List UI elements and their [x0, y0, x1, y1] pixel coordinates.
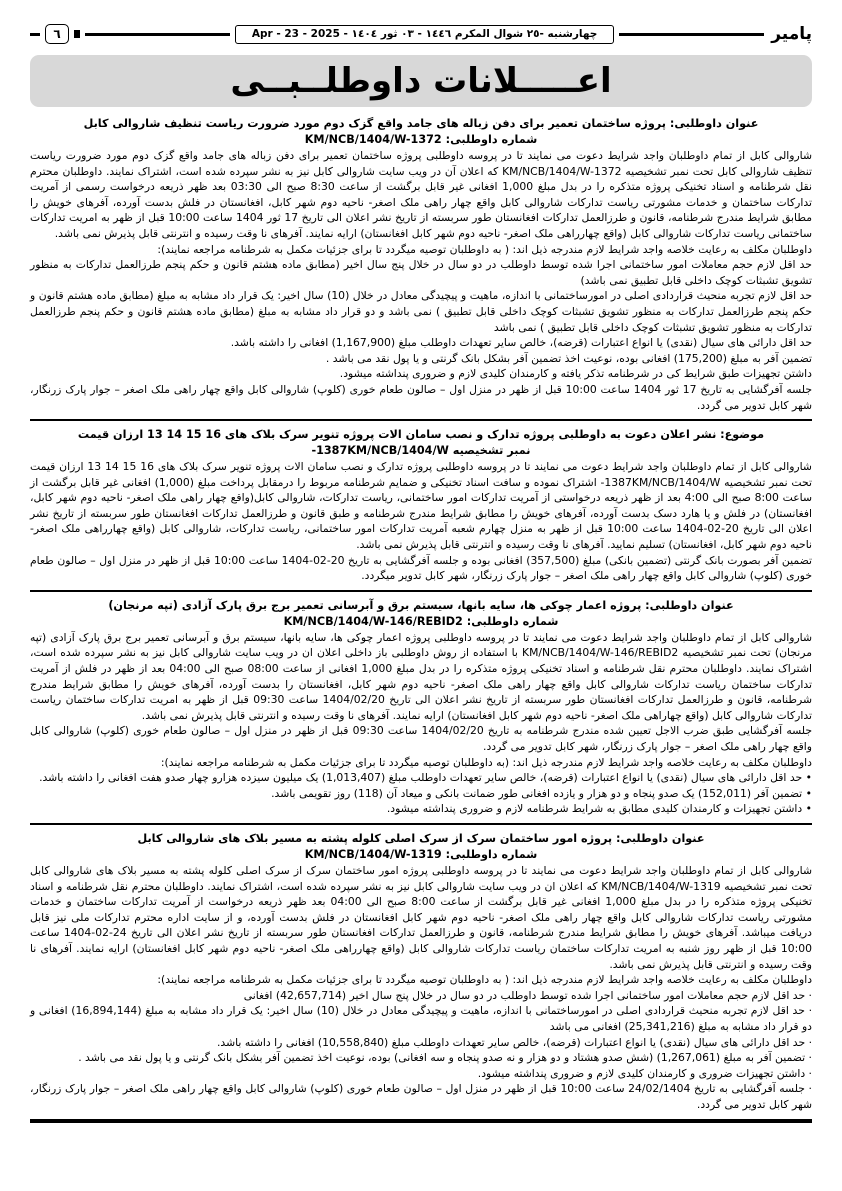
- tender-bullet: · تضمین آفر به مبلغ (1,267,061) (شش صدو هشتاد و دو هزار و نه صدو پنجاه و سه افغانی) بوده، نوعیت اخذ تضمین آفر بشکل بانک گرنتی و یا پول نقد می باشد .: [78, 1051, 812, 1065]
- page-number-notch: [74, 30, 80, 38]
- tender-bullet: • تضمین آفر (152,011) یک صدو پنجاه و دو هزار و یازده افغانی طور ضمانت بانکی و میعاد آن (118) روز تقویمی باشد.: [271, 786, 812, 800]
- header-rule-right: [619, 33, 764, 36]
- tender-paragraph: شاروالی کابل از تمام داوطلبان واجد شرایط دعوت می نمایند تا در پروسه داوطلبی پروژه اعمار چوکی ها، سایه بانها، سیستم برق و آبرسانی تعمیر برج برق پارک آزادی (تپه مرنجان) تحت نمبر تشخیصیه ⁦KM/NCB/1404/W-146/REBID2⁩ با استفاده از روش داوطلبی باز داخلی اعلان ان در ویب سایت شاروالی کابل نیز به نشر سپرده شده است، اشتراک نمایند. داوطلبان محترم نقل شرطنامه و اسناد تخنیکی پروژه متذکره را در بدل مبلغ 1,000 افغانی از ساعت 08:00 صبح الی 04:00 بعد از ظهر در فلش از آمریت تدارکات ساختمان ریاست تدارکات شاروالی کابل واقع چهار راهی ملک اصغر- ناحیه دوم شهر کابل، افغانستان را بدست آورده، آفرهای خویش را مطابق شرایط مندرج شرطنامه، قانون و طرزالعمل تدارکات افغانستان طور سربسته از تاریخ نشر اعلان الی تاریخ 1404/02/20 ساعت 09:30 قبل از ظهر به امریت تدارکات ساختمان ریاست تدارکات شاروالی کابل (واقع چهاراهی ملک اصغر- ناحیه دوم شهر کابل افغانستان) ارایه نمایند. آفرهای نا وقت رسیده و انترنتی قابل پذیرش نمی باشد.: [30, 630, 812, 722]
- tender-paragraph: شاروالی کابل از تمام داوطلبان واجد شرایط دعوت می نمایند تا در پروسه داوطلبی پروژه امور ساختمان سرک از سرک اصلی کلوله پشته به مسیر بلاک های شاروالی کابل تحت نمبر تشخیصیه ⁦KM/NCB/1404/W-1319⁩ که اعلان ان در ویب سایت شاروالی کابل نیز به نشر سپرده شده است، اشتراک نمایند. داوطلبان محترم نقل شرطنامه و اسناد تخنیکی پروژه متذکره را در بدل مبلغ 1,000 افغانی غیر قابل برگشت از ساعت 8:00 صبح الی 04:00 بعد ظهر ذریعه درخواست از آمریت تدارکات ساختمان و خدمات مشورتی ریاست تدارکات شاروالی کابل واقع چهار راهی ملک اصغر- ناحیه دوم شهر کابل افغانستان در فلش بدست آورده، و از سایت اداره محترم تدارکات ملی نیز قابل دریافت میباشد. آفرهای خویش را مطابق شرایط مندرج شرطنامه، قانون و طرزالعمل تدارکات افغانستان طور سربسته از تاریخ نشر اعلان الی تاریخ 24-02-1404 ساعت 10:00 قبل از ظهر روز شنبه به امریت تدارکات ساختمان ریاست تدارکات شاروالی کابل (واقع چهارراهی ملک اصغر- ناحیه دوم شهر کابل افغانستان) ارایه نمایند. آفرهای نا وقت رسیده و انترنتی قابل پذیرش نمی باشد.: [30, 863, 812, 971]
- tender-number-value: KM/NCB/1404/W-146/REBID2: [283, 614, 463, 628]
- tender-number: [30, 847, 812, 863]
- tender-title: موضوع: نشر اعلان دعوت به داوطلبی پروژه تدارک و نصب سامان الات پروژه تنویر سرک بلاک های ⁦13 14 15 16⁩ ارزان قیمت: [77, 428, 765, 442]
- tender-paragraph: داوطلبان مکلف به رعایت خلاصه واجد شرایط لازم مندرجه ذیل اند: ( به داوطلبان توصیه میگردد تا برای جزئیات مکمل به شرطنامه مراجعه نمایند):: [157, 973, 812, 987]
- tender-number: [30, 614, 812, 630]
- tender-number-value: KM/NCB/1404/W-1319: [304, 847, 442, 861]
- tender-number-label: شماره داوطلبی:: [445, 847, 538, 861]
- tender-paragraph: داوطلبان مکلف به رعایت خلاصه واجد شرایط لازم مندرجه ذیل اند: ( به داوطلبان توصیه میگردد تا برای جزئیات مکمل به شرطنامه مراجعه نمایند):: [157, 242, 812, 256]
- tender-title: عنوان داوطلبی: پروژه اعمار چوکی ها، سایه بانها، سیستم برق و آبرسانی تعمیر برج برق پارک آزادی (تپه مرنجان): [108, 598, 734, 612]
- tender-number-value: -1387KM/NCB/1404/W: [311, 444, 449, 458]
- announcements-content: [30, 113, 812, 1123]
- tender-bullet: • داشتن تجهیزات و کارمندان کلیدی مطابق به شرایط شرطنامه لازم و ضروری پنداشته میشود.: [386, 802, 812, 816]
- tender-paragraph: حد اقل لازم حجم معاملات امور ساختمانی اجرا شده توسط داوطلب در دو سال در خلال پنج سال اخیر (مطابق ماده هشتم قانون و حکم پنجم طرزالعمل تدارکات به منظور تشویق تشبثات کوچک داخلی قابل تطبیق نمی باشد): [30, 258, 812, 287]
- tender-number: [30, 443, 812, 459]
- bottom-rule: [30, 1119, 812, 1123]
- announcements-banner: [30, 55, 812, 107]
- tender-paragraph: داوطلبان مکلف به رعایت خلاصه واجد شرایط لازم مندرجه ذیل اند: (به داوطلبان توصیه میگردد تا برای جزئیات مکمل به شرطنامه مراجعه نمایند):: [160, 755, 812, 769]
- page-header: [30, 22, 812, 46]
- tender-section-4: [30, 828, 812, 1115]
- newspaper-name: پامیر: [771, 24, 812, 44]
- tender-bullet: · حد اقل لازم حجم معاملات امور ساختمانی اجرا شده توسط داوطلب در دو سال در خلال پنج سال اخیر (42,657,714) افغانی: [243, 988, 812, 1002]
- tender-section-2: [30, 424, 812, 586]
- tender-number-value: KM/NCB/1404/W-1372: [304, 133, 442, 146]
- section-divider: [30, 590, 812, 592]
- tender-paragraph: شاروالی کابل از تمام داوطلبان واجد شرایط دعوت می نمایند تا در پروسه داوطلبی پروژه تدارک و نصب سامان الات پروژه تنویر سرک بلاک های ⁦13 14 15 16⁩ ارزان قیمت تحت نمبر تشخیصیه ⁦-1387KM/NCB/1404/W⁩ اشتراک نموده و سافت اسناد تخنیکی و ضمایم شرطنامه مربوط را درمقابل پرداخت مبلغ (1,000) افغانی غیر قابل برگشت از ساعت 8:00 صبح الی 4:00 بعد از ظهر ذریعه درخواستی از آمریت تدارکات امور ساختمانی، ریاست تدارکات، شاروالی کابل(واقع چهار راهی ملک اصغر- ناحیه دوم شهر کابل، افغانستان) در فلش و یا هارد دسک بدست آورده، آفرهای خویش را مطابق شرایط مندرج شرطنامه و طبق قانون و طرزالعمل تدارکات افغانستان طور سربسته از تاریخ نشر اعلان الی تاریخ 20-02-1404 ساعت 10:00 قبل از ظهر به منزل چهارم شعبه آمریت تدارکات امور ساختمانی، ریاست تدارکات، شاروالی کابل (واقع چهارراهی ملک اصغر- ناحیه دوم شهر کابل، افغانستان) تسلیم نمایید. آفرهای نا وقت رسیده و انترنتی قابل پذیرش نمی باشد.: [30, 460, 813, 552]
- page-number: ٦: [45, 24, 69, 44]
- section-divider: [30, 419, 812, 421]
- tender-bullet: · داشتن تجهیزات ضروری و کارمندان کلیدی لازم و ضروری پنداشته میشود.: [477, 1066, 812, 1080]
- date-box: چهارشنبه -٢٥ شوال المکرم ١٤٤٦ - ٠٣ ثور ١٤٠٤ - Apr - 23 - 2025: [235, 25, 614, 44]
- tender-bullet: · حد اقل لازم تجربه منحیث قراردادی اصلی در امورساختمانی با اندازه، ماهیت و پیچیدگی معادل در خلال (10) سال اخیر: یک قرار داد مشابه به مبلغ (16,894,144) افغانی و دو قرار داد مشابه به مبلغ (25,341,216) افغانی می باشد: [30, 1004, 813, 1033]
- tender-paragraph: شاروالی کابل از تمام داوطلبان واجد شرایط دعوت می نمایند تا در پروسه داوطلبی پروژه ساختمان تعمیر برای دفن زباله های جامد واقع گزک دوم مورد ضرورت ریاست تنظیف شاروالی کابل تحت نمبر تشخیصیه ⁦KM/NCB/1404/W-1372⁩ که اعلان آن در ویب سایت شاروالی کابل نیز به نشر سپرده شده است، اشتراک نمایند. داوطلبان محترم نقل شرطنامه و اسناد تخنیکی پروژه متذکره را در بدل مبلغ 1,000 افغانی غیر قابل برگشت از ساعت 8:30 صبح الی 03:30 بعد ظهر ذریعه درخواست رسمی از آمریت تدارکات ساختمان و خدمات مشورتی ریاست تدارکات شاروالی کابل واقع چهار راهی ملک اصغر- ناحیه دوم شهر کابل، افغانستان در فلش بدست آورده، آفرهای خویش را مطابق شرایط مندرج شرطنامه، قانون و طرزالعمل تدارکات افغانستان طور سربسته از تاریخ نشر اعلان الی تاریخ 17 ثور 1404 ساعت 10:00 قبل از ظهر به امریت تدارکات ساختمانی ریاست تدارکات شاروالی کابل (واقع چهارراهی ملک اصغر- ناحیه دوم شهر کابل افغانستان) ارایه نمایند. آفرهای نا وقت رسیده و انترنتی قابل پذیرش نمی باشد.: [30, 149, 812, 240]
- header-rule-edge: [30, 33, 40, 36]
- tender-title: عنوان داوطلبی: پروژه امور ساختمان سرک از سرک اصلی کلوله پشته به مسیر بلاک های شاروالی کابل: [137, 831, 705, 845]
- header-rule-left: [85, 33, 230, 36]
- tender-bullet: · حد اقل دارائی های سیال (نقدی) یا انواع اعتبارات (قرضه)، خالص سایر تعهدات داوطلب مبلغ (10,558,840) افغانی را داشته باشد.: [216, 1035, 812, 1049]
- tender-paragraph: حد اقل دارائی های سیال (نقدی) یا انواع اعتبارات (قرضه)، خالص سایر تعهدات داوطلب مبلغ (1,167,900) افغانی را داشته باشد.: [230, 336, 812, 350]
- tender-bullet: · جلسه آفرگشایی به تاریخ 24/02/1404 ساعت 10:00 قبل از ظهر در منزل اول – صالون طعام خوری (کلوپ) شاروالی کابل واقع چهار راهی ملک اصغر – جوار پارک زرنگار، شهر کابل تدویر می گردد.: [30, 1082, 812, 1111]
- tender-paragraph: تضمین آفر بصورت بانک گرنتی (تضمین بانکی) مبلغ (357,500) افغانی بوده و جلسه آفرگشایی به تاریخ 20-02-1404 ساعت 10:00 قبل از ظهر در منزل اول – صالون طعام خوری (کلوپ) شاروالی کابل واقع چهار راهی ملک اصغر – جوار پارک زرنگار، شهر کابل تدویر میگردد.: [30, 553, 812, 583]
- tender-number: [30, 132, 812, 148]
- tender-paragraph: جلسه آفرگشایی طبق ضرب الاجل تعیین شده مندرج شرطنامه به تاریخ 1404/02/20 ساعت 09:30 قبل از ظهر در منزل اول – صالون طعام خوری (کلوپ) شاروالی کابل واقع چهار راهی ملک اصغر – جوار پارک زرنگار، شهر کابل تدویر می گردد.: [30, 724, 812, 753]
- tender-section-1: [30, 113, 812, 415]
- tender-number-label: نمبر تشخیصیه: [452, 444, 531, 458]
- tender-paragraph: جلسه آفرگشایی به تاریخ 17 ثور 1404 ساعت 10:00 قبل از ظهر در منزل اول – صالون طعام خوری (کلوپ) شاروالی کابل واقع چهار راهی ملک اصغر – جوار پارک زرنگار، شهر کابل تدویر می گردد.: [30, 382, 812, 412]
- tender-number-label: شماره داوطلبی:: [445, 133, 538, 146]
- tender-title: عنوان داوطلبی: پروژه ساختمان تعمیر برای دفن زباله های جامد واقع گزک دوم مورد ضرورت ریاست تنظیف شاروالی کابل: [83, 117, 759, 130]
- section-divider: [30, 823, 812, 825]
- tender-number-label: شماره داوطلبی:: [466, 614, 559, 628]
- tender-paragraph: داشتن تجهیزات طبق شرایط کی در شرطنامه تذکر یافته و کارمندان کلیدی لازم و ضروری پنداشته میشود.: [339, 367, 812, 381]
- tender-section-3: [30, 595, 812, 819]
- tender-paragraph: حد اقل لازم تجربه منحیث قراردادی اصلی در امورساختمانی با اندازه، ماهیت و پیچیدگی معادل در خلال (10) سال اخیر: یک قرار داد مشابه به مبلغ (مطابق ماده هشتم قانون و حکم پنجم طرزالعمل تدارکات به منظور تشویق تشبثات کوچک داخلی قابل تطبیق ) نمی باشد و دو قرار داد مشابه به مبلغ (مطابق ماده هشتم قانون و حکم پنجم طرزالعمل تدارکات به منظور تشویق تشبثات کوچک داخلی قابل تطبیق ) نمی باشد: [30, 289, 812, 334]
- announcements-title: اعـــــلانات داوطلــبــی: [230, 61, 612, 101]
- tender-bullet: • حد اقل دارائی های سیال (نقدی) یا انواع اعتبارات (قرضه)، خالص سایر تعهدات داوطلب مبلغ (1,013,407) یک میلیون سیزده هزارو چهار صدو هفت افغانی را داشته باشد.: [39, 771, 812, 785]
- tender-paragraph: تضمین آفر به مبلغ (175,200) افغانی بوده، نوعیت اخذ تضمین آفر بشکل بانک گرنتی و یا پول نقد می باشد .: [325, 351, 812, 365]
